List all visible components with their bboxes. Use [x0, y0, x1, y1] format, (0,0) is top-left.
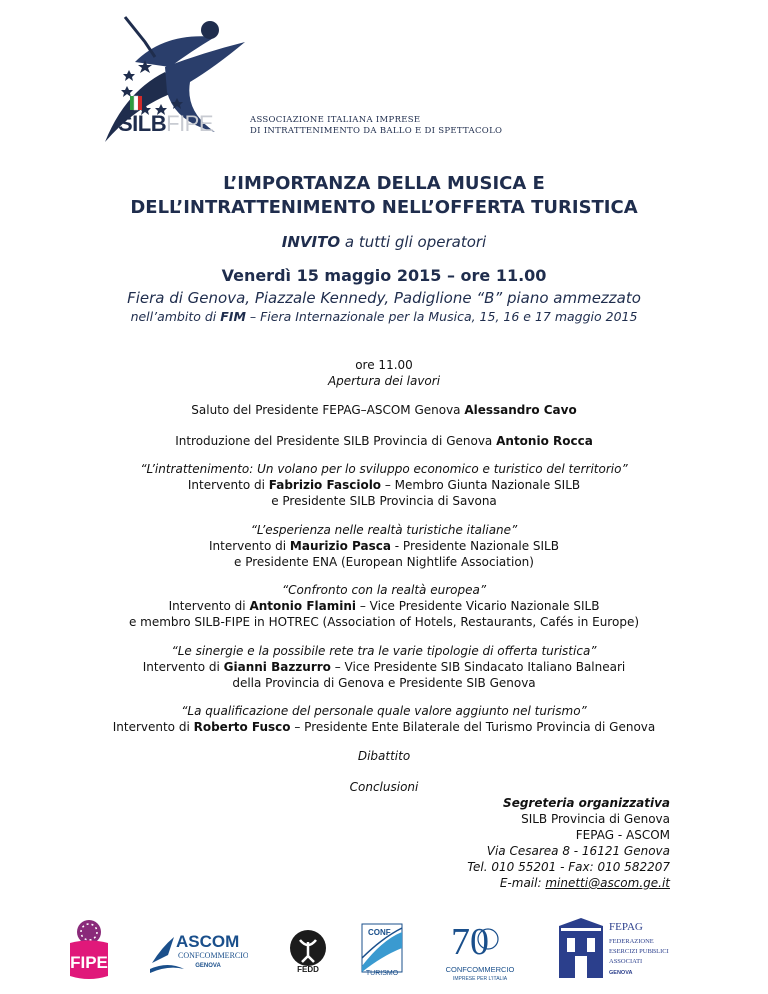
programme-talk-3: “Confronto con la realtà europea” Intervento di Antonio Flamini – Vice Presidente Vicario Nazionale SILB e membro SILB-FIPE in HOTREC (Association of Hotels, Restaurants, Cafés in Europe) — [128, 583, 640, 629]
svg-text:ESERCIZI PUBBLICI: ESERCIZI PUBBLICI — [609, 948, 669, 955]
conf-turismo-logo — [360, 922, 405, 977]
programme-talk-4: “Le sinergie e la possibile rete tra le varie tipologie di offerta turistica” Intervento di Gianni Bazzurro – Vice Presidente SIB Sindacato Italiano Balneari della Provincia di Genova e Presidente SIB Genova — [142, 644, 626, 690]
programme-conclusions: Conclusioni — [349, 780, 419, 794]
svg-text:TURISMO: TURISMO — [365, 970, 399, 977]
email-link[interactable]: minetti@ascom.ge.it — [545, 876, 670, 890]
svg-text:CONFCOMMERCIO: CONFCOMMERCIO — [445, 965, 515, 974]
svg-text:FIPE: FIPE — [70, 953, 108, 972]
fepag-logo — [555, 916, 675, 982]
logo-caption: ASSOCIAZIONE ITALIANA IMPRESE DI INTRATTENIMENTO DA BALLO E DI SPETTACOLO — [250, 115, 503, 136]
svg-text:CONF: CONF — [368, 928, 391, 937]
invite-line: INVITO a tutti gli operatori — [281, 233, 487, 251]
svg-text:FEDERAZIONE: FEDERAZIONE — [609, 938, 654, 945]
programme-intro: Introduzione del Presidente SILB Provincia di Genova Antonio Rocca — [175, 434, 593, 448]
svg-text:CONFCOMMERCIO: CONFCOMMERCIO — [178, 951, 248, 960]
programme-talk-1: “L’intrattenimento: Un volano per lo sviluppo economico e turistico del territorio” Intervento di Fabrizio Fasciolo – Membro Giunta Nazionale SILB e Presidente SILB Provincia di Savona — [140, 462, 628, 508]
programme-talk-2: “L’esperienza nelle realtà turistiche italiane” Intervento di Maurizio Pasca - Presidente Nazionale SILB e Presidente ENA (European Nightlife Association) — [209, 523, 559, 569]
svg-text:GENOVA: GENOVA — [195, 963, 221, 969]
secretariat-heading: Segreteria organizzativa — [503, 796, 670, 810]
page-title: L’IMPORTANZA DELLA MUSICA E DELL’INTRATTENIMENTO NELL’OFFERTA TURISTICA — [130, 173, 638, 218]
svg-text:70: 70 — [451, 921, 489, 963]
programme-greeting: Saluto del Presidente FEPAG–ASCOM Genova Alessandro Cavo — [191, 403, 577, 417]
svg-text:ASSOCIATI: ASSOCIATI — [609, 958, 643, 965]
event-date: Venerdì 15 maggio 2015 – ore 11.00 — [221, 266, 547, 285]
fedd-logo — [286, 928, 331, 973]
ascom-logo — [148, 925, 248, 975]
event-context: nell’ambito di FIM – Fiera Internazionale per la Musica, 15, 16 e 17 maggio 2015 — [130, 309, 638, 324]
svg-text:FEDD: FEDD — [297, 965, 319, 973]
svg-text:FEPAG: FEPAG — [609, 921, 643, 933]
programme-talk-5: “La qualificazione del personale quale valore aggiunto nel turismo” Intervento di Roberto Fusco – Presidente Ente Bilaterale del Turismo Provincia di Genova — [112, 704, 656, 734]
programme-debate: Dibattito — [357, 749, 411, 763]
svg-text:ASCOM: ASCOM — [176, 932, 240, 951]
fipe-logo — [62, 918, 117, 984]
svg-text:IMPRESE PER L’ITALIA: IMPRESE PER L’ITALIA — [452, 976, 508, 982]
confcommercio-70-logo — [438, 914, 523, 986]
event-place: Fiera di Genova, Piazzale Kennedy, Padiglione “B” piano ammezzato — [127, 289, 641, 307]
programme-time: ore 11.00 Apertura dei lavori — [327, 358, 441, 388]
secretariat-block: Segreteria organizzativa SILB Provincia di Genova FEPAG - ASCOM Via Cesarea 8 - 16121 Genova Tel. 010 55201 - Fax: 010 582207 E-mail: minetti@ascom.ge.it — [467, 796, 670, 890]
svg-text:GENOVA: GENOVA — [609, 970, 633, 976]
logo-wordmark: SILBFIPE — [118, 111, 214, 136]
